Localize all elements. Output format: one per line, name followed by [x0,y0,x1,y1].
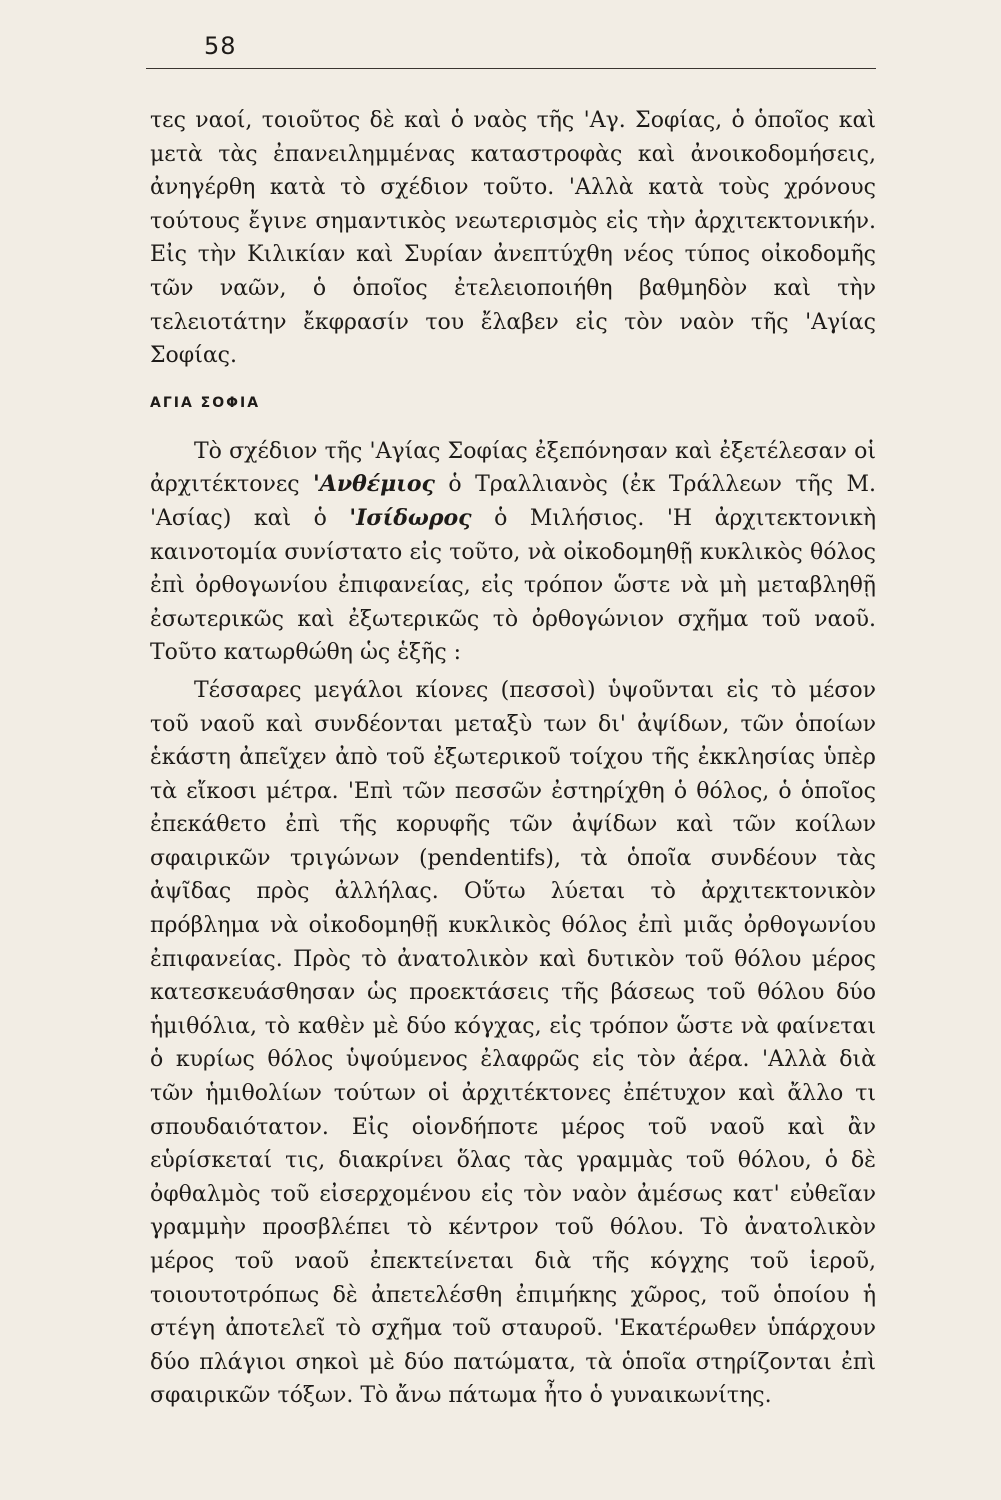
paragraph-architects [150,435,876,670]
name-anthemios: 'Ανθέμιος [313,471,435,498]
page-body [150,104,876,1413]
paragraph-architects-start: Τὸ σχέδιον τῆς 'Αγίας Σοφίας ἐξεπόνησαν καὶ ἐξετέλεσαν οἱ ἀρχιτέκτονες [150,438,876,498]
header-rule [146,68,876,69]
section-heading: ΑΓΙΑ ΣΟΦΙΑ [150,394,261,411]
name-isidoros: 'Ισίδωρος [349,504,472,531]
paragraph-architects-end: ὁ Μιλήσιος. 'Η ἀρχιτεκτονικὴ καινοτομία συνίστατο εἰς τοῦτο, νὰ οἰκοδομηθῇ κυκλικὸς θόλος ἐπὶ ὀρθογωνίου ἐπιφανείας, εἰς τρόπον ὥστε νὰ μὴ μεταβληθῇ ἐσωτερικῶς καὶ ἐξωτερικῶς τὸ ὀρθογώνιον σχῆμα τοῦ ναοῦ. Τοῦτο κατωρθώθη ὡς ἑξῆς : [150,505,877,666]
paragraph-dome-description: Τέσσαρες μεγάλοι κίονες (πεσσοὶ) ὑψοῦνται εἰς τὸ μέσον τοῦ ναοῦ καὶ συνδέονται μεταξὺ των δι' ἀψίδων, τῶν ὁποίων ἑκάστη ἀπεῖχεν ἀπὸ τοῦ ἐξωτερικοῦ τοίχου τῆς ἐκκλησίας ὑπὲρ τὰ εἴκοσι μέτρα. 'Επὶ τῶν πεσσῶν ἐστηρίχθη ὁ θόλος, ὁ ὁποῖος ἐπεκάθετο ἐπὶ τῆς κορυφῆς τῶν ἀψίδων καὶ τῶν κοίλων σφαιρικῶν τριγώνων (pendentifs), τὰ ὁποῖα συνδέουν τὰς ἀψῖδας πρὸς ἀλλήλας. Οὕτω λύεται τὸ ἀρχιτεκτονικὸν πρόβλημα νὰ οἰκοδομηθῇ κυκλικὸς θόλος ἐπὶ μιᾶς ὀρθογωνίου ἐπιφανείας. Πρὸς τὸ ἀνατολικὸν καὶ δυτικὸν τοῦ θόλου μέρος κατεσκευάσθησαν ὡς προεκτάσεις τῆς βάσεως τοῦ θόλου δύο ἡμιθόλια, τὸ καθὲν μὲ δύο κόγχας, εἰς τρόπον ὥστε νὰ φαίνεται ὁ κυρίως θόλος ὑψούμενος ἐλαφρῶς εἰς τὸν ἀέρα. 'Αλλὰ διὰ τῶν ἡμιθολίων τούτων οἱ ἀρχιτέκτονες ἐπέτυχον καὶ ἄλλο τι σπουδαιότατον. Εἰς οἱονδήποτε μέρος τοῦ ναοῦ καὶ ἂν εὑρίσκεταί τις, διακρίνει ὅλας τὰς γραμμὰς τοῦ θόλου, ὁ δὲ ὀφθαλμὸς τοῦ εἰσερχομένου εἰς τὸν ναὸν ἀμέσως κατ' εὐθεῖαν γραμμὴν προσβλέπει τὸ κέντρον τοῦ θόλου. Τὸ ἀνατολικὸν μέρος τοῦ ναοῦ ἐπεκτείνεται διὰ τῆς κόγχης τοῦ ἱεροῦ, τοιουτοτρόπως δὲ ἀπετελέσθη ἐπιμήκης χῶρος, τοῦ ὁποίου ἡ στέγη ἀποτελεῖ τὸ σχῆμα τοῦ σταυροῦ. 'Εκατέρωθεν ὑπάρχουν δύο πλάγιοι σηκοὶ μὲ δύο πατώματα, τὰ ὁποῖα στηρίζονται ἐπὶ σφαιρικῶν τόξων. Τὸ ἄνω πάτωμα ἦτο ὁ γυναικωνίτης. [150,677,876,1409]
page-number: 58 [204,32,237,60]
intro-paragraph: τες ναοί, τοιοῦτος δὲ καὶ ὁ ναὸς τῆς 'Αγ. Σοφίας, ὁ ὁποῖος καὶ μετὰ τὰς ἐπανειλημμένας καταστροφὰς καὶ ἀνοικοδομήσεις, ἀνηγέρθη κατὰ τὸ σχέδιον τοῦτο. 'Αλλὰ κατὰ τοὺς χρόνους τούτους ἔγινε σημαντικὸς νεωτερισμὸς εἰς τὴν ἀρχιτεκτονικήν. Εἰς τὴν Κιλικίαν καὶ Συρίαν ἀνεπτύχθη νέος τύπος οἰκοδομῆς τῶν ναῶν, ὁ ὁποῖος ἐτελειοποιήθη βαθμηδὸν καὶ τὴν τελειοτάτην ἔκφρασίν του ἔλαβεν εἰς τὸν ναὸν τῆς 'Αγίας Σοφίας. [150,108,876,369]
paragraph-architects-mid: ὁ Τραλλιανὸς (ἐκ Τράλλεων τῆς Μ. 'Ασίας) καὶ ὁ [150,472,876,531]
